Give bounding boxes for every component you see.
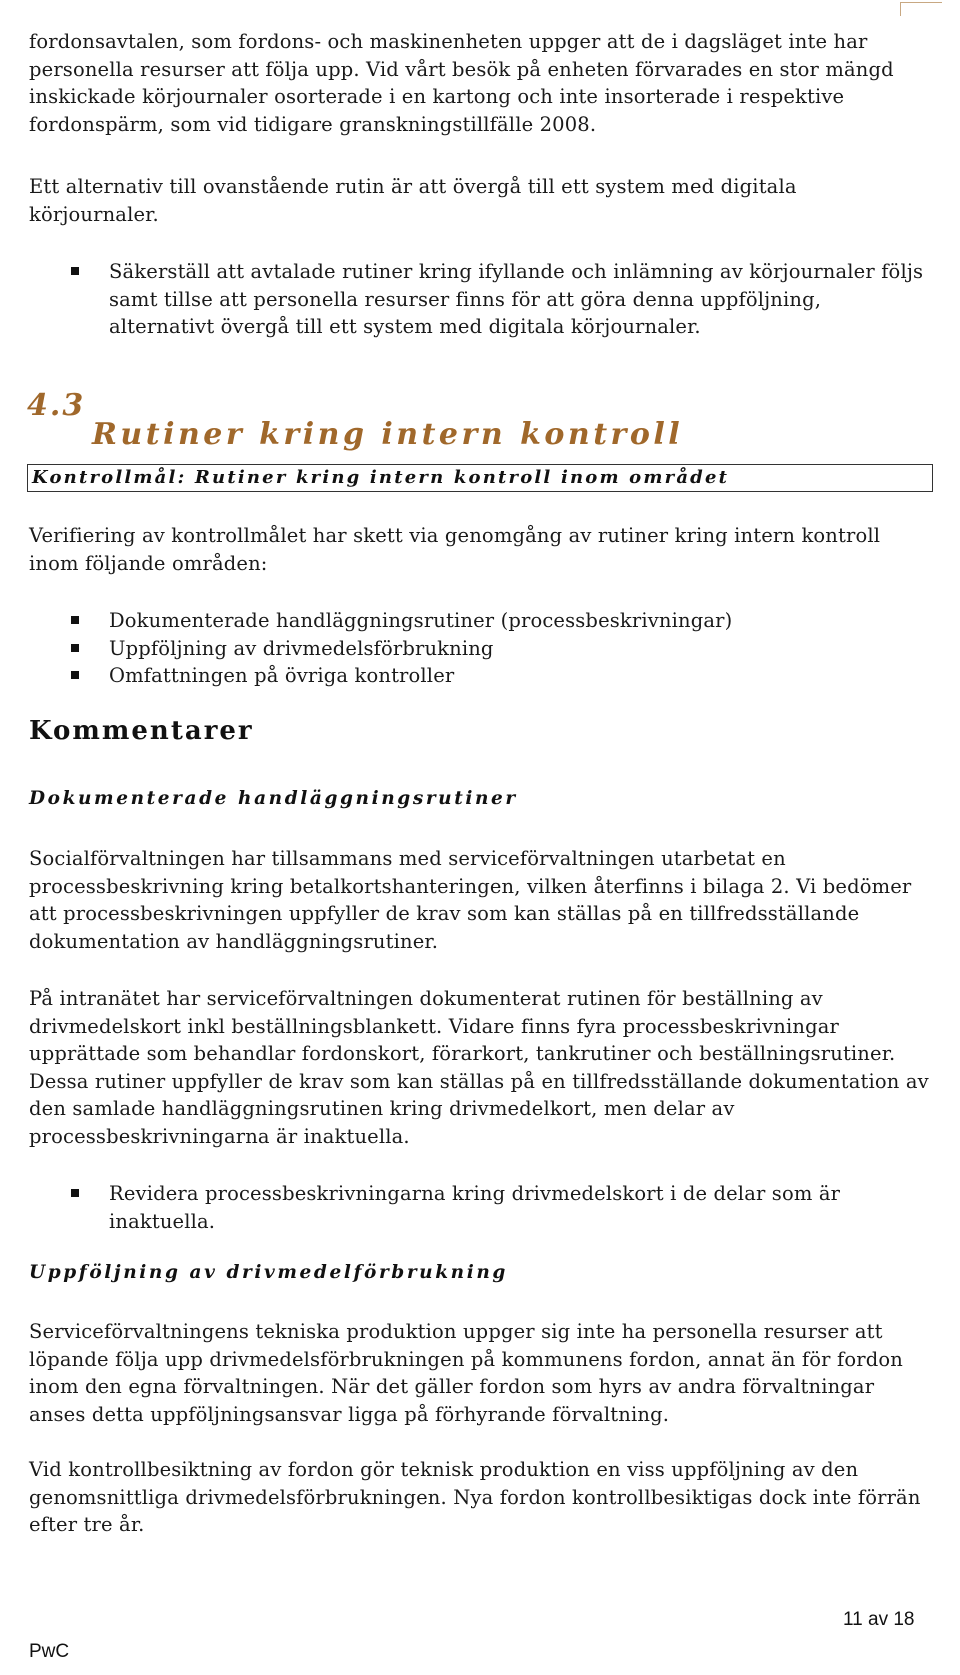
page-number: 11 av 18 [843, 1609, 915, 1630]
section-title: Rutiner kring intern kontroll [92, 417, 684, 452]
control-goal-text: Kontrollmål: Rutiner kring intern kontroll inom området [32, 467, 730, 488]
bullet-square-icon [71, 267, 79, 275]
paragraph-intranet: På intranätet har serviceförvaltningen dokumenterat rutinen för beställning av drivmedelskort inkl beställningsblankett. Vidare finns fyra processbeskrivningar upprättade som behandlar fordonskort, förarkort, tankrutiner och beställningsrutiner. Dessa rutiner uppfyller de krav som kan ställas på en tillfredsställande dokumentation av den samlade handläggningsrutinen kring drivmedelkort, men delar av processbeskrivningarna är inaktuella. [29, 987, 929, 1148]
section-number: 4.3 [27, 388, 86, 423]
footer-company: PwC [29, 1641, 70, 1662]
list-item-text: Säkerställ att avtalade rutiner kring ifyllande och inlämning av körjournaler följs samt tillse att personella resurser finns för att göra denna uppföljning, alternativt övergå till ett system med digitala körjournaler. [109, 260, 924, 338]
list-item-text: Uppföljning av drivmedelsförbrukning [109, 636, 494, 660]
corner-rule-horizontal [900, 2, 942, 3]
corner-rule-vertical [900, 2, 901, 16]
recommendation-list-1 [29, 258, 929, 341]
list-item [29, 662, 929, 690]
paragraph-technical-production: Serviceförvaltningens tekniska produktion uppger sig inte ha personella resurser att löpande följa upp drivmedelsförbrukningen på kommunens fordon, annat än för fordon inom den egna förvaltningen. När det gäller fordon som hyrs av andra förvaltningar anses detta uppföljningsansvar ligga på förhyrande förvaltning. [29, 1320, 903, 1426]
subheading-fuel-monitoring: Uppföljning av drivmedelförbrukning [29, 1262, 508, 1283]
bullet-square-icon [71, 1189, 79, 1197]
list-item-text: Dokumenterade handläggningsrutiner (processbeskrivningar) [109, 609, 733, 632]
list-item [29, 635, 929, 663]
list-item [29, 607, 929, 635]
paragraph-intro: fordonsavtalen, som fordons- och maskinenheten uppger att de i dagsläget inte har personella resurser att följa upp. Vid vårt besök på enheten förvarades en stor mängd inskickade körjournaler osorterade i en kartong och inte insorterade i respektive fordonspärm, som vid tidigare granskningstillfälle 2008. [29, 30, 894, 136]
paragraph-inspection: Vid kontrollbesiktning av fordon gör teknisk produktion en viss uppföljning av den genomsnittliga drivmedelsförbrukningen. Nya fordon kontrollbesiktigas dock inte förrän efter tre år. [29, 1458, 921, 1536]
list-item-text: Omfattningen på övriga kontroller [109, 664, 455, 687]
paragraph-social-services: Socialförvaltningen har tillsammans med serviceförvaltningen utarbetat en processbeskrivning kring betalkortshanteringen, vilken återfinns i bilaga 2. Vi bedömer att processbeskrivningen uppfyller de krav som kan ställas på en tillfredsställande dokumentation av handläggningsrutiner. [29, 847, 912, 953]
paragraph-alternative: Ett alternativ till ovanstående rutin är att övergå till ett system med digitala körjournaler. [29, 175, 797, 226]
list-item [29, 258, 929, 341]
control-goal-box [27, 464, 933, 492]
paragraph-verification: Verifiering av kontrollmålet har skett via genomgång av rutiner kring intern kontroll inom följande områden: [29, 524, 881, 575]
bullet-square-icon [71, 671, 79, 679]
bullet-square-icon [71, 644, 79, 652]
subheading-documented-routines: Dokumenterade handläggningsrutiner [29, 788, 518, 809]
list-item-text: Revidera processbeskrivningarna kring drivmedelskort i de delar som är inaktuella. [109, 1182, 841, 1233]
recommendation-list-2 [29, 1180, 929, 1235]
list-item [29, 1180, 929, 1235]
bullet-square-icon [71, 616, 79, 624]
areas-list [29, 607, 929, 690]
comments-heading: Kommentarer [29, 716, 254, 746]
